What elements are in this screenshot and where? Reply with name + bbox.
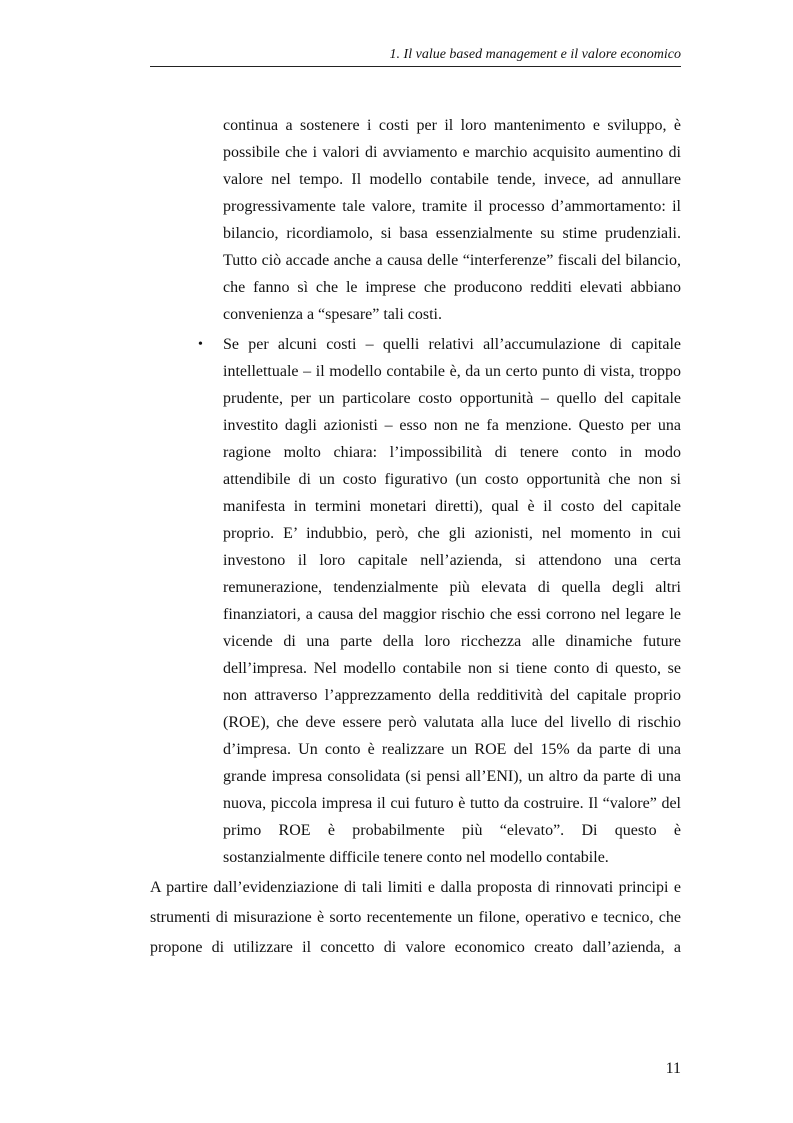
bullet-text-line: primo ROE è probabilmente più “elevato”. Di questo è: [223, 822, 681, 839]
text-line: convenienza a “spesare” tali costi.: [223, 306, 442, 323]
bullet-text-line: vicende di una parte della loro ricchezza alle dinamiche future: [223, 633, 681, 650]
paragraph-line: propone di utilizzare il concetto di valore economico creato dall’azienda, a: [150, 939, 681, 956]
bullet-text-line: nuova, piccola impresa il cui futuro è tutto da costruire. Il “valore” del: [223, 795, 681, 812]
bullet-text-line: prudente, per un particolare costo opportunità – quello del capitale: [223, 390, 681, 407]
bullet-text-line: Se per alcuni costi – quelli relativi all’accumulazione di capitale: [223, 336, 681, 353]
text-line: bilancio, ricordiamolo, si basa essenzialmente su stime prudenziali.: [223, 225, 681, 242]
bullet-text-line: grande impresa consolidata (si pensi all’ENI), un altro da parte di una: [223, 768, 681, 785]
bullet-text-line: non attraverso l’apprezzamento della redditività del capitale proprio: [223, 687, 681, 704]
paragraph-line: A partire dall’evidenziazione di tali limiti e dalla proposta di rinnovati principi e: [150, 879, 681, 896]
bullet-text-line: proprio. E’ indubbio, però, che gli azionisti, nel momento in cui: [223, 525, 681, 542]
bullet-marker: •: [198, 337, 203, 352]
bullet-text-line: finanziatori, a causa del maggior rischio che essi corrono nel legare le: [223, 606, 681, 623]
bullet-text-line: d’impresa. Un conto è realizzare un ROE del 15% da parte di una: [223, 741, 681, 758]
bullet-text-line: dell’impresa. Nel modello contabile non si tiene conto di questo, se: [223, 660, 681, 677]
bullet-text-line: ragione molto chiara: l’impossibilità di tenere conto in modo: [223, 444, 681, 461]
bullet-text-line: intellettuale – il modello contabile è, da un certo punto di vista, troppo: [223, 363, 681, 380]
text-line: possibile che i valori di avviamento e marchio acquisito aumentino di: [223, 144, 681, 161]
bullet-text-line: sostanzialmente difficile tenere conto nel modello contabile.: [223, 849, 609, 866]
paragraph-line: strumenti di misurazione è sorto recentemente un filone, operativo e tecnico, che: [150, 909, 681, 926]
text-line: progressivamente tale valore, tramite il processo d’ammortamento: il: [223, 198, 681, 215]
header-rule: [150, 66, 681, 67]
bullet-text-line: manifesta in termini monetari diretti), qual è il costo del capitale: [223, 498, 681, 515]
text-line: continua a sostenere i costi per il loro mantenimento e sviluppo, è: [223, 117, 681, 134]
text-line: che fanno sì che le imprese che producono redditi elevati abbiano: [223, 279, 681, 296]
bullet-text-line: (ROE), che deve essere però valutata alla luce del livello di rischio: [223, 714, 681, 731]
bullet-text-line: remunerazione, tendenzialmente più elevata di quella degli altri: [223, 579, 681, 596]
text-line: valore nel tempo. Il modello contabile tende, invece, ad annullare: [223, 171, 681, 188]
page-number: 11: [665, 1060, 681, 1077]
running-header: 1. Il value based management e il valore economico: [389, 47, 681, 62]
bullet-text-line: attendibile di un costo figurativo (un costo opportunità che non si: [223, 471, 681, 488]
text-line: Tutto ciò accade anche a causa delle “interferenze” fiscali del bilancio,: [223, 252, 681, 269]
bullet-text-line: investono il loro capitale nell’azienda, si attendono una certa: [223, 552, 681, 569]
bullet-text-line: investito dagli azionisti – esso non ne fa menzione. Questo per una: [223, 417, 681, 434]
